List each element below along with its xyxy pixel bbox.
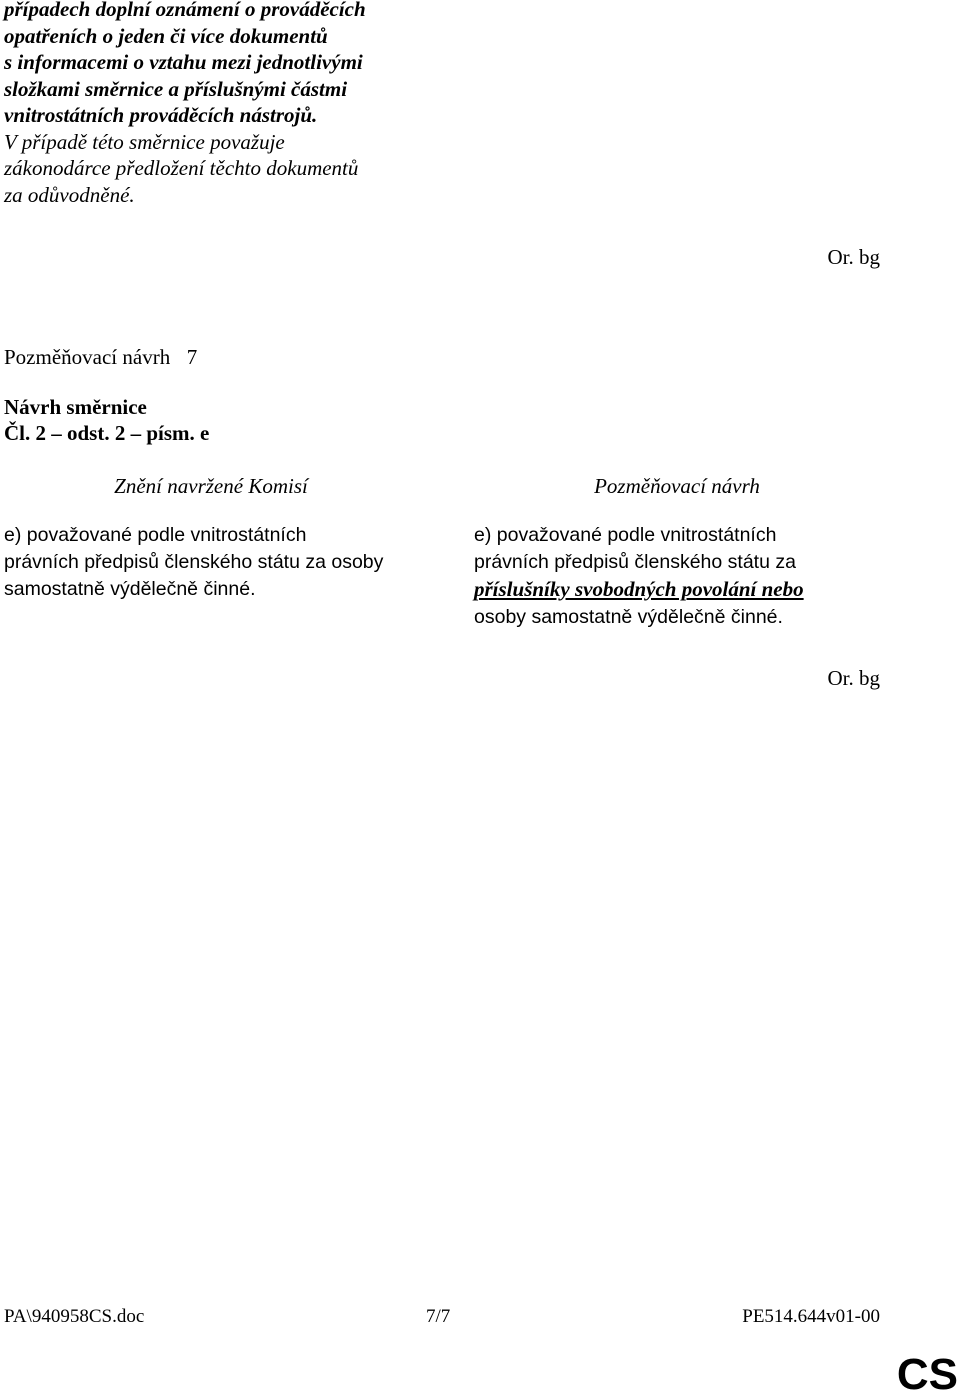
carryover-paragraph bbox=[4, 0, 366, 208]
proposal-block bbox=[4, 394, 209, 446]
commission-text bbox=[4, 522, 383, 603]
footer-pe-number: PE514.644v01-00 bbox=[742, 1306, 880, 1327]
original-language-label: Or. bg bbox=[827, 245, 880, 269]
carryover-line: zákonodárce předložení těchto dokumentů bbox=[4, 156, 359, 180]
carryover-line: vnitrostátních prováděcích nástrojů. bbox=[4, 103, 318, 127]
left-column-header: Znění navržené Komisí bbox=[114, 474, 308, 498]
original-language-label: Or. bg bbox=[827, 666, 880, 690]
commission-text-line: e) považované podle vnitrostátních bbox=[4, 524, 307, 546]
right-column-header: Pozměňovací návrh bbox=[594, 474, 760, 498]
carryover-line: s informacemi o vztahu mezi jednotlivými bbox=[4, 50, 363, 74]
language-code: CS bbox=[896, 1350, 958, 1399]
amendment-emphasis: příslušníky svobodných povolání nebo bbox=[474, 577, 804, 601]
amendment-text bbox=[474, 522, 804, 631]
amendment-heading bbox=[4, 344, 197, 370]
commission-text-line: samostatně výdělečně činné. bbox=[4, 578, 256, 600]
amendment-text-line: e) považované podle vnitrostátních bbox=[474, 524, 777, 546]
amendment-text-line-emphasis bbox=[474, 576, 804, 604]
footer-document-ref: PA\940958CS.doc bbox=[4, 1306, 145, 1327]
carryover-line: složkami směrnice a příslušnými částmi bbox=[4, 76, 348, 101]
article-reference: Čl. 2 – odst. 2 – písm. e bbox=[4, 421, 210, 445]
amendment-text-line: osoby samostatně výdělečně činné. bbox=[474, 606, 783, 628]
amendment-text-line: právních předpisů členského státu za bbox=[474, 551, 796, 573]
commission-text-line: právních předpisů členského státu za osoby bbox=[4, 551, 384, 573]
proposal-title: Návrh směrnice bbox=[4, 395, 147, 419]
carryover-line: za odůvodněné. bbox=[4, 182, 135, 207]
amendment-number: 7 bbox=[186, 345, 198, 369]
amendment-heading-label: Pozměňovací návrh bbox=[4, 345, 171, 369]
carryover-line: případech doplní oznámení o prováděcích bbox=[4, 0, 366, 21]
footer-page-number: 7/7 bbox=[426, 1306, 451, 1327]
carryover-line: opatřeních o jeden či více dokumentů bbox=[4, 23, 328, 48]
carryover-line: V případě této směrnice považuje bbox=[4, 129, 285, 154]
